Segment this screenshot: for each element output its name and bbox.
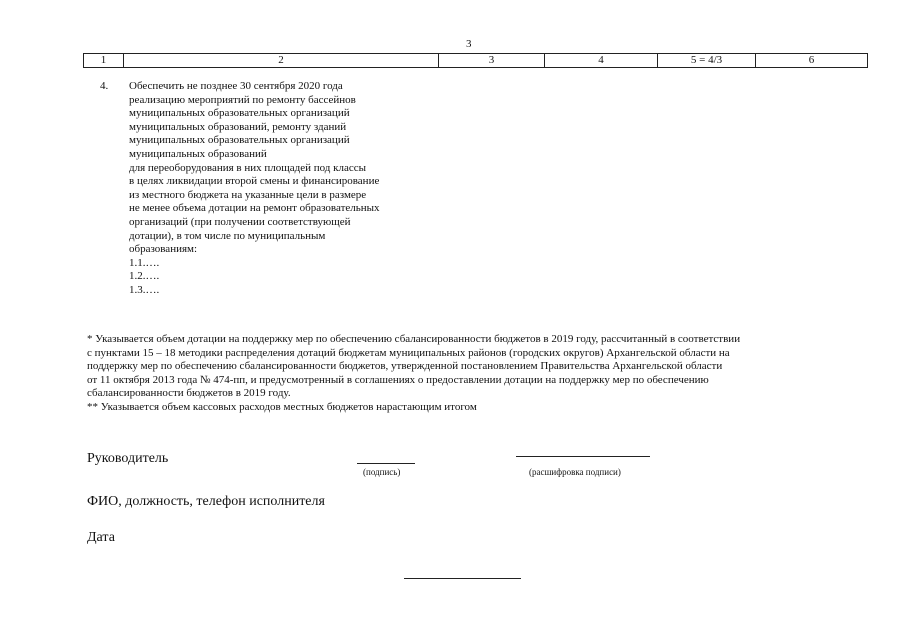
item-text-line: из местного бюджета на указанные цели в размере xyxy=(129,188,367,201)
footnote-line: * Указывается объем дотации на поддержку мер по обеспечению сбалансированности бюджетов в 2019 году, рассчитанный в соответствии xyxy=(87,333,741,345)
sub-item-3: 1.3.…. xyxy=(129,283,160,296)
date-label: Дата xyxy=(87,530,115,545)
item-text-line: Обеспечить не позднее 30 сентября 2020 года xyxy=(129,80,343,92)
footnote-line: от 11 октября 2013 года № 474-пп, и предусмотренный в соглашениях о предоставлении дотации на поддержку мер по обеспечению xyxy=(87,373,709,386)
bottom-separator-line xyxy=(404,578,521,579)
sub-item-2: 1.2.…. xyxy=(129,270,160,283)
column-number-cell: 1 xyxy=(84,54,124,68)
footnote-line: ** Указывается объем кассовых расходов местных бюджетов нарастающим итогом xyxy=(87,400,477,413)
head-label: Руководитель xyxy=(87,451,169,466)
item-text-line: муниципальных образований, ремонту зданий xyxy=(129,120,347,133)
item-text-line: реализацию мероприятий по ремонту бассейнов xyxy=(129,93,356,106)
footnote-line: с пунктами 15 – 18 методики распределения дотаций бюджетам муниципальных районов (городских округов) Архангельской области на xyxy=(87,346,730,359)
decoding-caption: (расшифровка подписи) xyxy=(529,467,621,477)
column-number-cell: 3 xyxy=(439,54,545,68)
column-number-cell: 2 xyxy=(124,54,439,68)
item-text-line: в целях ликвидации второй смены и финансирование xyxy=(129,175,380,188)
decoding-line xyxy=(516,456,650,457)
item-text-line: муниципальных образовательных организаций xyxy=(129,134,350,147)
signature-line xyxy=(357,463,415,464)
signature-caption: (подпись) xyxy=(363,467,401,477)
item-text xyxy=(129,80,449,298)
item-text-line: не менее объема дотации на ремонт образовательных xyxy=(129,202,380,215)
item-number: 4. xyxy=(100,80,109,92)
item-text-line: образованиям: xyxy=(129,243,198,256)
item-text-line: муниципальных образований xyxy=(129,147,267,160)
footnote-line: поддержку мер по обеспечению сбалансированности бюджетов, утвержденной постановлением Правительства Архангельской области xyxy=(87,360,723,373)
item-text-line: муниципальных образовательных организаций xyxy=(129,107,350,120)
item-text-line: дотации), в том числе по муниципальным xyxy=(129,229,326,242)
item-text-line: организаций (при получении соответствующей xyxy=(129,215,351,228)
column-number-cell: 4 xyxy=(545,54,658,68)
footnote-line: сбалансированности бюджетов в 2019 году. xyxy=(87,387,291,400)
column-number-cell: 5 = 4/3 xyxy=(658,54,756,68)
sub-item-1: 1.1.…. xyxy=(129,256,160,269)
item-text-line: для переоборудования в них площадей под классы xyxy=(129,161,367,174)
executor-label: ФИО, должность, телефон исполнителя xyxy=(87,494,325,509)
footnotes xyxy=(87,333,877,415)
page-number: 3 xyxy=(466,38,472,50)
column-number-table xyxy=(83,53,868,68)
column-number-row xyxy=(84,54,868,68)
column-number-cell: 6 xyxy=(756,54,868,68)
